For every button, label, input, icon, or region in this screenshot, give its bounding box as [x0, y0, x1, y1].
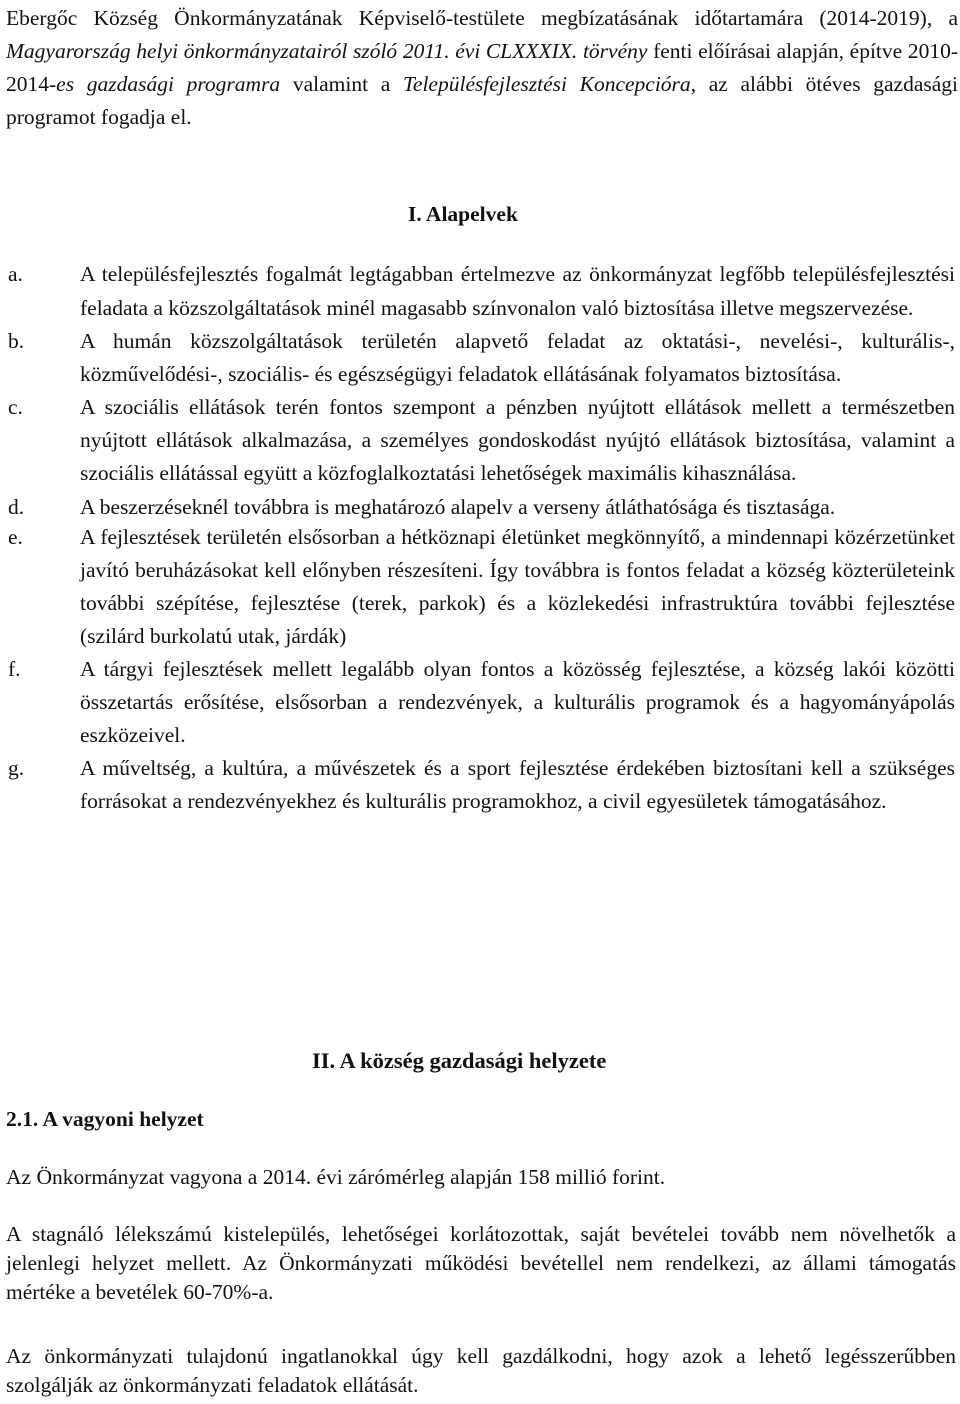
- principle-text: A műveltség, a kultúra, a művészetek és a sport fejlesztése érdekében biztosítani kell a szükséges forrásokat a rendezvényekhez és kulturális programokhoz, a civil egyesületek támogatásához.: [80, 756, 955, 813]
- principle-item: [0, 325, 955, 391]
- principle-marker: d.: [8, 495, 25, 519]
- principle-text: A fejlesztések területén elsősorban a hétköznapi életünket megkönnyítő, a mindennapi közérzetünket javító beruházásokat kell előnyben részesíteni. Így továbbra is fontos feladat a község közterületeink további szépítése, fejlesztése (terek, parkok) és a közlekedési infrastruktúra további fejlesztése (szilárd burkolatú utak, járdák): [80, 525, 955, 648]
- intro-text-3: valamint a: [280, 72, 403, 96]
- intro-paragraph: [6, 2, 958, 134]
- principle-item: [0, 493, 955, 521]
- assets-paragraph: Az Önkormányzat vagyona a 2014. évi zárómérleg alapján 158 millió forint.: [6, 1165, 666, 1189]
- principle-marker: a.: [8, 262, 23, 286]
- intro-program-reference: es gazdasági programra: [56, 72, 281, 96]
- principle-text: A tárgyi fejlesztések mellett legalább olyan fontos a közösség fejlesztése, a község lakói közötti összetartás erősítése, elsősorban a rendezvények, a kulturális programok és a hagyományápolás eszközeivel.: [80, 657, 955, 747]
- principle-text: A beszerzéseknél továbbra is meghatározó alapelv a verseny átláthatósága és tisztasága.: [80, 495, 836, 519]
- principle-text: A szociális ellátások terén fontos szempont a pénzben nyújtott ellátások mellett a természetben nyújtott ellátások alkalmazása, a személyes gondoskodást nyújtó ellátások biztosítása, valamint a szociális ellátással együtt a közfoglalkoztatási lehetőségek maximális kihasználása.: [80, 395, 955, 485]
- subsection-2-1-heading: 2.1. A vagyoni helyzet: [6, 1107, 204, 1131]
- principle-text: A településfejlesztés fogalmát legtágabban értelmezve az önkormányzat legfőbb településfejlesztési feladata a közszolgáltatások minél magasabb színvonalon való biztosítása illetve megszervezése.: [80, 262, 955, 320]
- principle-marker: f.: [8, 657, 21, 681]
- principle-item: [0, 752, 955, 818]
- intro-law-reference: Magyarország helyi önkormányzatairól szóló 2011. évi CLXXXIX. törvény: [6, 39, 648, 63]
- principle-item: [0, 257, 955, 325]
- section-2-heading: II. A község gazdasági helyzete: [312, 1048, 607, 1073]
- principle-marker: g.: [8, 756, 25, 780]
- principle-marker: e.: [8, 525, 23, 549]
- principle-marker: b.: [8, 329, 25, 353]
- property-paragraph: Az önkormányzati tulajdonú ingatlanokkal úgy kell gazdálkodni, hogy azok a lehető legésszerűbben szolgálják az önkormányzati feladatok ellátását.: [6, 1344, 956, 1397]
- intro-concept-reference: Településfejlesztési Koncepcióra: [402, 72, 691, 96]
- principle-text: A humán közszolgáltatások területén alapvető feladat az oktatási-, nevelési-, kulturális-, közművelődési-, szociális- és egészségügyi feladatok ellátásának folyamatos biztosítása.: [80, 329, 955, 386]
- principles-list: [0, 257, 960, 818]
- section-1-heading: I. Alapelvek: [408, 202, 518, 226]
- revenue-paragraph: A stagnáló lélekszámú kistelepülés, lehetőségei korlátozottak, saját bevételei tovább nem növelhetők a jelenlegi helyzet mellett. Az Önkormányzati működési bevétellel nem rendelkezi, az állami támogatás mértéke a bevetélek 60-70%-a.: [6, 1222, 956, 1304]
- principle-item: [0, 653, 955, 752]
- intro-text-2: fenti előírásai alapján, építve 2010-2014-: [6, 39, 958, 96]
- intro-text-1: Ebergőc Község Önkormányzatának Képviselő-testülete megbízatásának időtartamára (2014-2019), a: [6, 6, 958, 30]
- principle-item: [0, 521, 955, 653]
- principle-item: [0, 391, 955, 490]
- intro-text-4: , az alábbi ötéves gazdasági programot fogadja el.: [6, 72, 958, 129]
- principle-marker: c.: [8, 395, 23, 419]
